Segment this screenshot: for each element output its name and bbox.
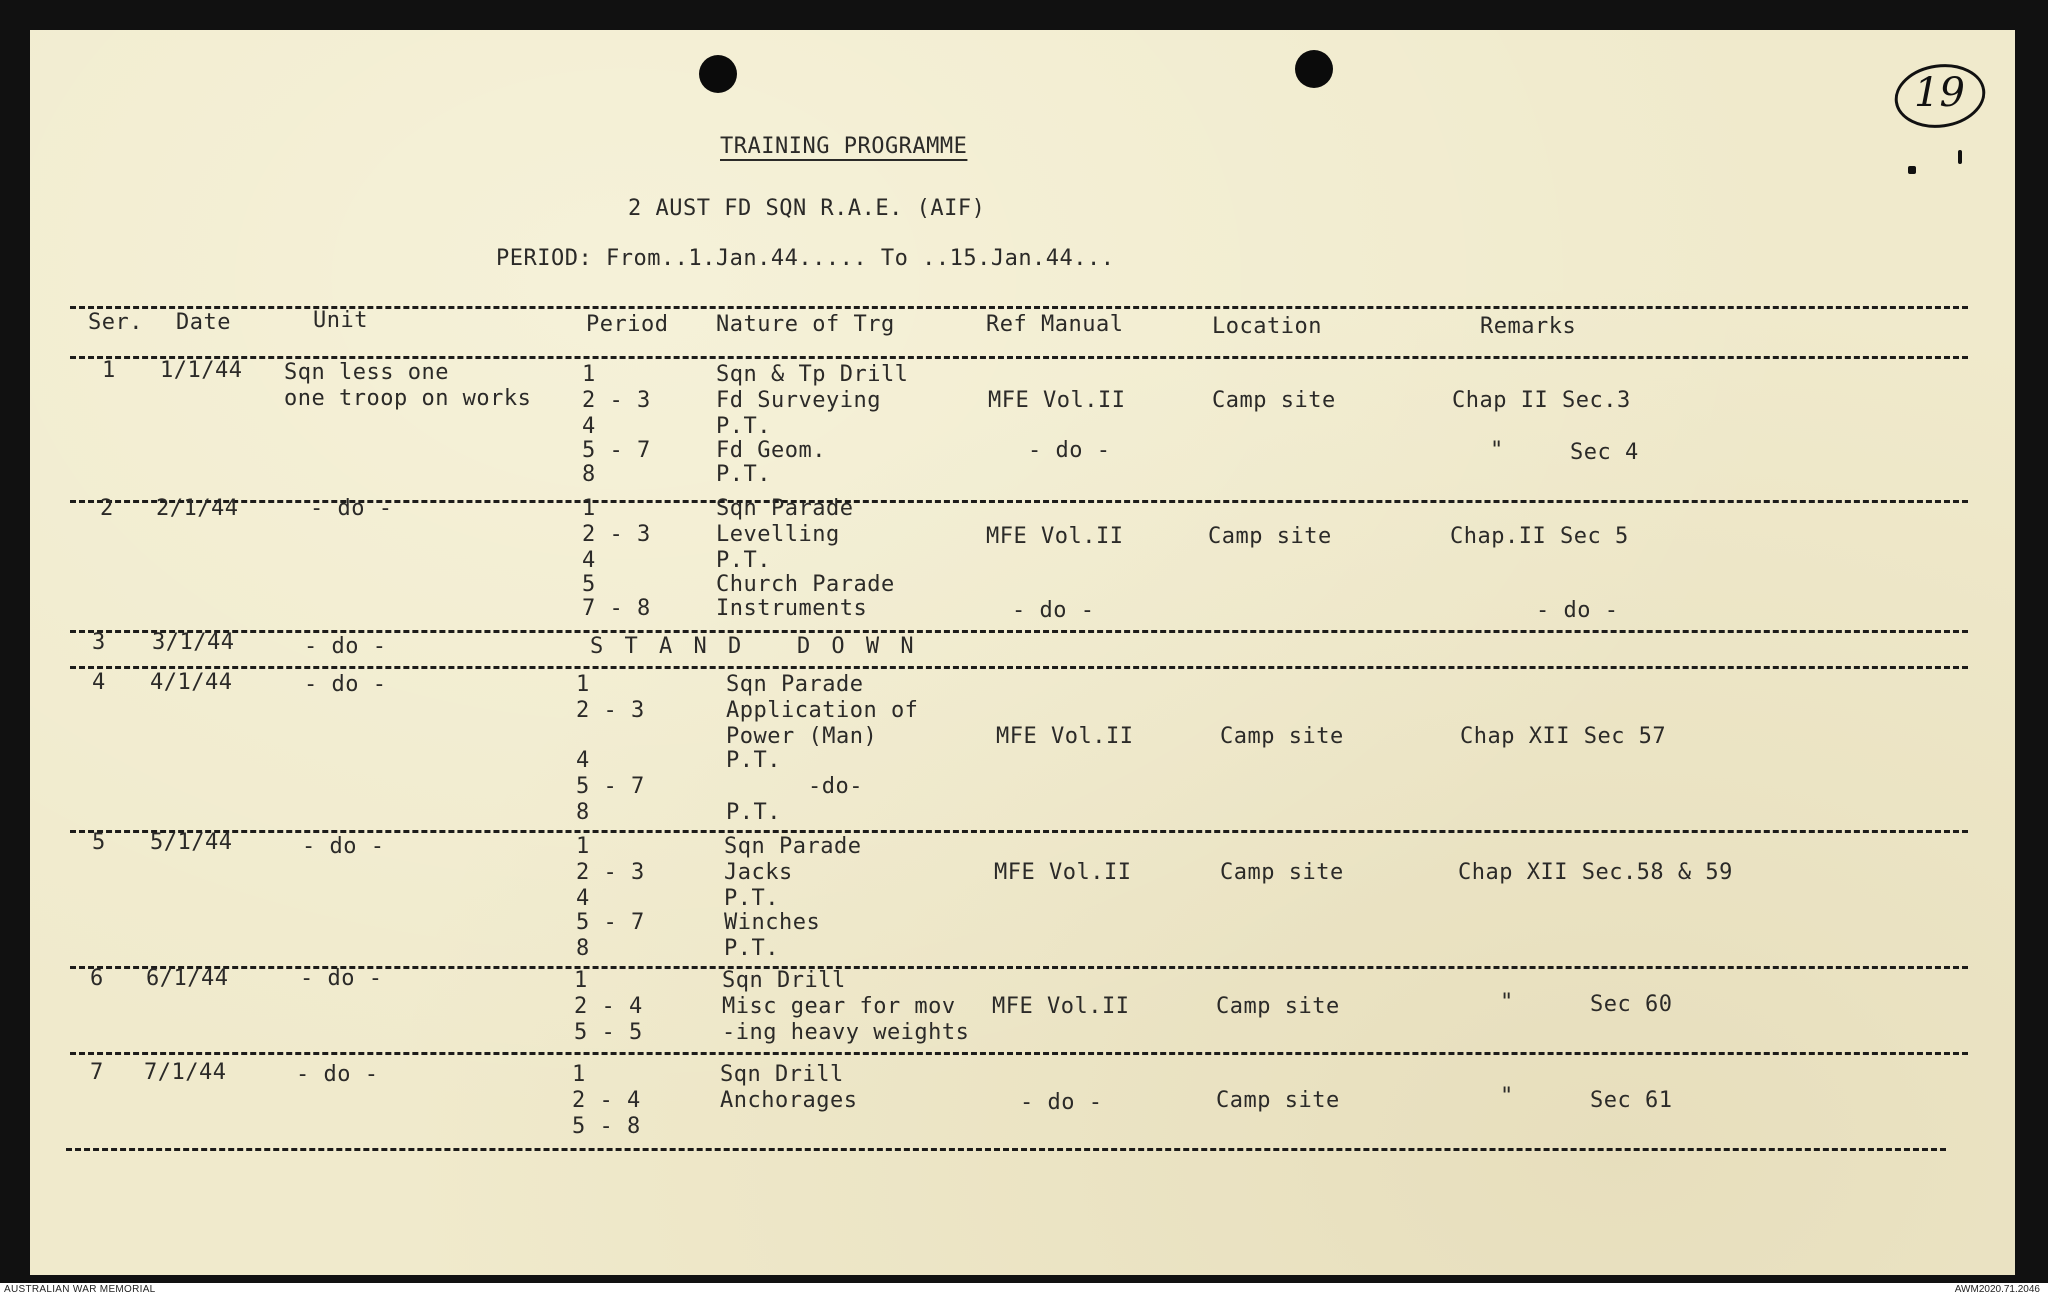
row-divider: [70, 830, 1968, 833]
cell-period: 2 - 4: [574, 994, 643, 1019]
cell-remarks: Sec 61: [1590, 1088, 1673, 1113]
cell-period: 1: [582, 362, 596, 387]
cell-nature: P.T.: [724, 936, 779, 961]
cell-remarks: - do -: [1536, 598, 1619, 623]
cell-ser: 3: [92, 630, 106, 655]
cell-date: 1/1/44: [160, 358, 243, 383]
cell-period: 2 - 3: [582, 388, 651, 413]
cell-period: 2 - 3: [576, 698, 645, 723]
cell-location: Camp site: [1216, 994, 1340, 1019]
cell-ref-manual: MFE Vol.II: [992, 994, 1130, 1019]
cell-location: Camp site: [1212, 388, 1336, 413]
header-rule-bottom: [70, 356, 1968, 359]
cell-period: 8: [576, 936, 590, 961]
cell-remarks: Sec 60: [1590, 992, 1673, 1017]
cell-ser: 7: [90, 1060, 104, 1085]
cell-period: 5 - 7: [576, 774, 645, 799]
cell-unit: - do -: [302, 834, 385, 859]
cell-remarks: Chap.II Sec 5: [1450, 524, 1629, 549]
archive-credit: AUSTRALIAN WAR MEMORIAL: [4, 1284, 156, 1295]
row-divider: [70, 630, 1968, 633]
cell-nature: Levelling: [716, 522, 840, 547]
archive-reference: AWM2020.71.2046: [1954, 1284, 2040, 1295]
cell-nature: P.T.: [716, 462, 771, 487]
col-header-remarks: Remarks: [1480, 314, 1577, 339]
table-bottom-rule: [66, 1148, 1946, 1151]
cell-nature: Anchorages: [720, 1088, 858, 1113]
cell-nature: -do-: [808, 774, 863, 799]
cell-location: Camp site: [1208, 524, 1332, 549]
row-divider: [70, 666, 1968, 669]
cell-date: 4/1/44: [150, 670, 233, 695]
cell-ser: 4: [92, 670, 106, 695]
cell-remarks: ": [1500, 990, 1514, 1015]
cell-remarks: Chap XII Sec.58 & 59: [1458, 860, 1733, 885]
cell-nature: Sqn Drill: [722, 968, 846, 993]
cell-ref-manual: - do -: [1020, 1090, 1103, 1115]
cell-nature: P.T.: [724, 886, 779, 911]
folio-number-mark: [1888, 60, 1996, 132]
document-title: TRAINING PROGRAMME: [720, 134, 968, 159]
col-header-location: Location: [1212, 314, 1322, 339]
cell-ser: 5: [92, 830, 106, 855]
cell-nature: Application of: [726, 698, 919, 723]
cell-nature: Fd Geom.: [716, 438, 826, 463]
cell-ref-manual: MFE Vol.II: [988, 388, 1126, 413]
cell-date: 3/1/44: [152, 630, 235, 655]
col-header-ser: Ser.: [88, 310, 143, 335]
cell-nature: Sqn & Tp Drill: [716, 362, 909, 387]
cell-nature: P.T.: [726, 748, 781, 773]
cell-location: Camp site: [1216, 1088, 1340, 1113]
cell-ref-manual: - do -: [1012, 598, 1095, 623]
cell-period: 1: [572, 1062, 586, 1087]
cell-nature: P.T.: [726, 800, 781, 825]
punch-hole-right: [1295, 50, 1333, 88]
cell-unit: - do -: [300, 966, 383, 991]
cell-remarks: Sec 4: [1570, 440, 1639, 465]
paper-mark: [1958, 150, 1962, 164]
cell-unit: one troop on works: [284, 386, 532, 411]
cell-unit: - do -: [310, 496, 393, 521]
cell-nature: Jacks: [724, 860, 793, 885]
cell-nature: Fd Surveying: [716, 388, 881, 413]
cell-nature: Sqn Parade: [724, 834, 862, 859]
cell-ref-manual: - do -: [1028, 438, 1111, 463]
col-header-unit: Unit: [313, 308, 368, 333]
paper-mark: [1908, 166, 1916, 174]
cell-nature: -ing heavy weights: [722, 1020, 970, 1045]
cell-period: 5 - 7: [576, 910, 645, 935]
cell-nature: Sqn Drill: [720, 1062, 844, 1087]
cell-period: 2 - 4: [572, 1088, 641, 1113]
cell-period: 7 - 8: [582, 596, 651, 621]
cell-period: 4: [576, 748, 590, 773]
cell-remarks: ": [1490, 438, 1504, 463]
cell-period: 5: [582, 572, 596, 597]
cell-period: 5 - 8: [572, 1114, 641, 1139]
stand-down-text: S T A N D D O W N: [590, 634, 918, 659]
cell-period: 1: [576, 672, 590, 697]
cell-date: 2/1/44: [156, 496, 239, 521]
cell-ref-manual: MFE Vol.II: [986, 524, 1124, 549]
unit-heading: 2 AUST FD SQN R.A.E. (AIF): [628, 196, 986, 221]
cell-period: 4: [582, 414, 596, 439]
cell-ser: 6: [90, 966, 104, 991]
cell-period: 4: [576, 886, 590, 911]
row-divider: [70, 1052, 1968, 1055]
cell-nature: Power (Man): [726, 724, 878, 749]
period-line: PERIOD: From..1.Jan.44..... To ..15.Jan.44...: [496, 246, 1115, 271]
col-header-ref-manual: Ref Manual: [986, 312, 1124, 337]
cell-location: Camp site: [1220, 724, 1344, 749]
cell-period: 1: [574, 968, 588, 993]
cell-nature: Sqn Parade: [726, 672, 864, 697]
col-header-date: Date: [176, 310, 231, 335]
cell-nature: Misc gear for mov: [722, 994, 956, 1019]
cell-date: 7/1/44: [144, 1060, 227, 1085]
cell-nature: Winches: [724, 910, 821, 935]
cell-location: Camp site: [1220, 860, 1344, 885]
cell-period: 1: [576, 834, 590, 859]
cell-nature: P.T.: [716, 414, 771, 439]
cell-period: 2 - 3: [582, 522, 651, 547]
cell-unit: - do -: [304, 634, 387, 659]
cell-period: 5 - 5: [574, 1020, 643, 1045]
document-page: [30, 30, 2015, 1275]
punch-hole-left: [699, 55, 737, 93]
cell-remarks: Chap II Sec.3: [1452, 388, 1631, 413]
cell-unit: - do -: [296, 1062, 379, 1087]
cell-ref-manual: MFE Vol.II: [996, 724, 1134, 749]
cell-period: 8: [582, 462, 596, 487]
cell-unit: Sqn less one: [284, 360, 449, 385]
cell-ref-manual: MFE Vol.II: [994, 860, 1132, 885]
cell-date: 6/1/44: [146, 966, 229, 991]
cell-unit: - do -: [304, 672, 387, 697]
cell-remarks: ": [1500, 1084, 1514, 1109]
cell-nature: Church Parade: [716, 572, 895, 597]
folio-number: 19: [1914, 70, 1965, 116]
cell-period: 4: [582, 548, 596, 573]
cell-date: 5/1/44: [150, 830, 233, 855]
cell-ser: 1: [102, 358, 116, 383]
cell-nature: Sqn Parade: [716, 496, 854, 521]
cell-nature: Instruments: [716, 596, 868, 621]
col-header-nature: Nature of Trg: [716, 312, 895, 337]
cell-period: 8: [576, 800, 590, 825]
cell-ser: 2: [100, 496, 114, 521]
cell-nature: P.T.: [716, 548, 771, 573]
cell-period: 1: [582, 496, 596, 521]
col-header-period: Period: [586, 312, 669, 337]
cell-period: 5 - 7: [582, 438, 651, 463]
cell-remarks: Chap XII Sec 57: [1460, 724, 1667, 749]
cell-period: 2 - 3: [576, 860, 645, 885]
